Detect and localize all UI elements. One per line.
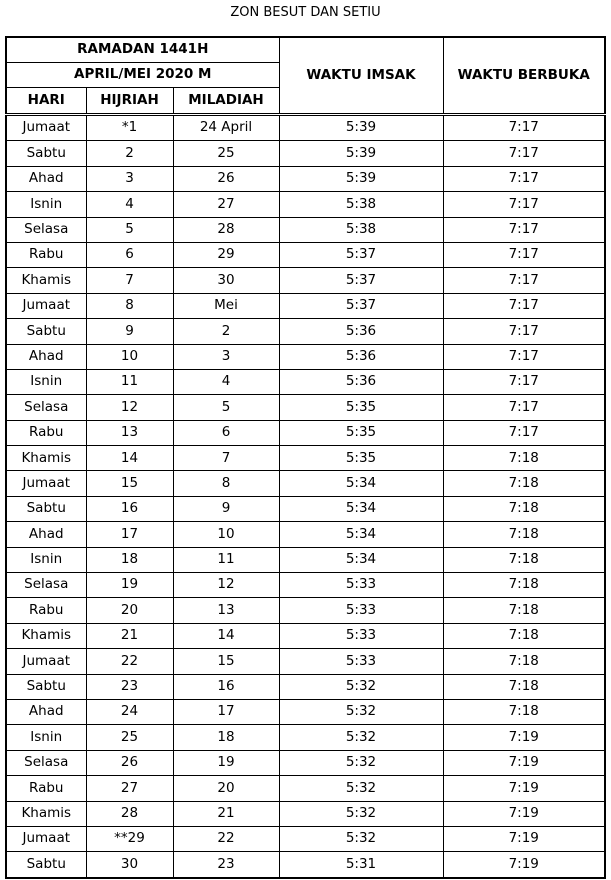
table-row [6, 217, 605, 242]
cell-hijriah: 23 [86, 674, 173, 699]
cell-miladiah: 29 [173, 242, 279, 267]
cell-imsak: 5:31 [279, 852, 443, 878]
cell-berbuka: 7:18 [443, 471, 605, 496]
cell-hijriah: 25 [86, 725, 173, 750]
cell-miladiah: Mei [173, 293, 279, 318]
table-row [6, 776, 605, 801]
cell-hari: Selasa [6, 395, 86, 420]
cell-imsak: 5:37 [279, 293, 443, 318]
table-row [6, 623, 605, 648]
cell-hijriah: 30 [86, 852, 173, 878]
table-row [6, 852, 605, 878]
cell-imsak: 5:39 [279, 166, 443, 191]
cell-berbuka: 7:19 [443, 801, 605, 826]
cell-berbuka: 7:17 [443, 115, 605, 141]
cell-hijriah: 15 [86, 471, 173, 496]
cell-miladiah: 14 [173, 623, 279, 648]
cell-hari: Selasa [6, 573, 86, 598]
table-header [6, 37, 605, 115]
table-row [6, 699, 605, 724]
cell-miladiah: 27 [173, 192, 279, 217]
cell-hari: Jumaat [6, 115, 86, 141]
cell-hijriah: 9 [86, 319, 173, 344]
cell-hari: Sabtu [6, 319, 86, 344]
cell-miladiah: 2 [173, 319, 279, 344]
table-row [6, 446, 605, 471]
table-row [6, 395, 605, 420]
cell-imsak: 5:34 [279, 522, 443, 547]
cell-berbuka: 7:18 [443, 674, 605, 699]
cell-hijriah: 10 [86, 344, 173, 369]
cell-hari: Ahad [6, 522, 86, 547]
cell-miladiah: 5 [173, 395, 279, 420]
cell-miladiah: 9 [173, 496, 279, 521]
header-berbuka: WAKTU BERBUKA [443, 37, 605, 115]
cell-imsak: 5:32 [279, 699, 443, 724]
table-row [6, 293, 605, 318]
cell-berbuka: 7:17 [443, 395, 605, 420]
cell-berbuka: 7:17 [443, 319, 605, 344]
cell-miladiah: 30 [173, 268, 279, 293]
cell-hijriah: 8 [86, 293, 173, 318]
cell-imsak: 5:34 [279, 496, 443, 521]
cell-imsak: 5:34 [279, 547, 443, 572]
table-row [6, 141, 605, 166]
cell-miladiah: 20 [173, 776, 279, 801]
cell-hari: Isnin [6, 369, 86, 394]
cell-imsak: 5:36 [279, 344, 443, 369]
cell-imsak: 5:34 [279, 471, 443, 496]
cell-miladiah: 18 [173, 725, 279, 750]
cell-imsak: 5:38 [279, 217, 443, 242]
cell-imsak: 5:35 [279, 446, 443, 471]
table-row [6, 725, 605, 750]
cell-berbuka: 7:17 [443, 242, 605, 267]
table-row [6, 344, 605, 369]
cell-hijriah: 3 [86, 166, 173, 191]
cell-berbuka: 7:17 [443, 344, 605, 369]
cell-berbuka: 7:17 [443, 268, 605, 293]
cell-hari: Rabu [6, 776, 86, 801]
cell-imsak: 5:33 [279, 649, 443, 674]
table-row [6, 750, 605, 775]
cell-imsak: 5:32 [279, 776, 443, 801]
cell-hari: Rabu [6, 242, 86, 267]
schedule-table [5, 36, 606, 879]
cell-imsak: 5:35 [279, 395, 443, 420]
table-row [6, 471, 605, 496]
cell-hari: Isnin [6, 725, 86, 750]
cell-hijriah: 2 [86, 141, 173, 166]
cell-berbuka: 7:18 [443, 547, 605, 572]
cell-hari: Ahad [6, 344, 86, 369]
cell-berbuka: 7:19 [443, 852, 605, 878]
cell-berbuka: 7:18 [443, 699, 605, 724]
cell-hari: Khamis [6, 801, 86, 826]
cell-imsak: 5:33 [279, 573, 443, 598]
cell-hijriah: 28 [86, 801, 173, 826]
cell-hari: Isnin [6, 192, 86, 217]
cell-berbuka: 7:18 [443, 598, 605, 623]
cell-berbuka: 7:18 [443, 623, 605, 648]
cell-imsak: 5:32 [279, 750, 443, 775]
cell-hari: Jumaat [6, 649, 86, 674]
cell-berbuka: 7:17 [443, 166, 605, 191]
page-title: ZON BESUT DAN SETIU [230, 5, 381, 20]
cell-hijriah: 21 [86, 623, 173, 648]
cell-hijriah: 7 [86, 268, 173, 293]
header-hari: HARI [6, 88, 86, 115]
cell-hijriah: 4 [86, 192, 173, 217]
cell-imsak: 5:32 [279, 801, 443, 826]
cell-berbuka: 7:19 [443, 725, 605, 750]
cell-miladiah: 4 [173, 369, 279, 394]
table-row [6, 649, 605, 674]
cell-hari: Khamis [6, 268, 86, 293]
cell-imsak: 5:37 [279, 242, 443, 267]
cell-hijriah: 22 [86, 649, 173, 674]
cell-miladiah: 15 [173, 649, 279, 674]
cell-hari: Sabtu [6, 496, 86, 521]
cell-imsak: 5:36 [279, 369, 443, 394]
cell-hari: Selasa [6, 750, 86, 775]
cell-hari: Ahad [6, 699, 86, 724]
cell-hijriah: 14 [86, 446, 173, 471]
cell-berbuka: 7:17 [443, 293, 605, 318]
table-row [6, 319, 605, 344]
cell-imsak: 5:39 [279, 141, 443, 166]
header-miladiah: MILADIAH [173, 88, 279, 115]
cell-hijriah: 6 [86, 242, 173, 267]
cell-imsak: 5:32 [279, 725, 443, 750]
table-row [6, 674, 605, 699]
cell-hijriah: 16 [86, 496, 173, 521]
cell-imsak: 5:39 [279, 115, 443, 141]
cell-miladiah: 16 [173, 674, 279, 699]
cell-berbuka: 7:17 [443, 369, 605, 394]
header-month-year: APRIL/MEI 2020 M [6, 63, 279, 88]
table-body [6, 115, 605, 878]
cell-miladiah: 23 [173, 852, 279, 878]
cell-imsak: 5:32 [279, 826, 443, 851]
cell-hari: Khamis [6, 623, 86, 648]
cell-miladiah: 21 [173, 801, 279, 826]
cell-miladiah: 12 [173, 573, 279, 598]
table-row [6, 192, 605, 217]
cell-hijriah: 20 [86, 598, 173, 623]
cell-hari: Rabu [6, 598, 86, 623]
cell-imsak: 5:38 [279, 192, 443, 217]
cell-hari: Khamis [6, 446, 86, 471]
cell-berbuka: 7:17 [443, 141, 605, 166]
cell-berbuka: 7:19 [443, 776, 605, 801]
cell-miladiah: 10 [173, 522, 279, 547]
cell-berbuka: 7:18 [443, 446, 605, 471]
cell-miladiah: 11 [173, 547, 279, 572]
cell-miladiah: 25 [173, 141, 279, 166]
cell-imsak: 5:36 [279, 319, 443, 344]
header-imsak: WAKTU IMSAK [279, 37, 443, 115]
cell-hijriah: 27 [86, 776, 173, 801]
cell-hijriah: 11 [86, 369, 173, 394]
table-row [6, 573, 605, 598]
cell-berbuka: 7:18 [443, 573, 605, 598]
cell-hari: Sabtu [6, 674, 86, 699]
table-row [6, 115, 605, 141]
cell-berbuka: 7:18 [443, 649, 605, 674]
cell-berbuka: 7:18 [443, 522, 605, 547]
table-row [6, 369, 605, 394]
cell-imsak: 5:37 [279, 268, 443, 293]
cell-berbuka: 7:19 [443, 750, 605, 775]
cell-hari: Ahad [6, 166, 86, 191]
cell-hijriah: **29 [86, 826, 173, 851]
header-hijriah: HIJRIAH [86, 88, 173, 115]
cell-berbuka: 7:18 [443, 496, 605, 521]
cell-imsak: 5:33 [279, 598, 443, 623]
cell-hijriah: 19 [86, 573, 173, 598]
cell-hari: Sabtu [6, 141, 86, 166]
cell-hijriah: 26 [86, 750, 173, 775]
cell-imsak: 5:32 [279, 674, 443, 699]
cell-miladiah: 8 [173, 471, 279, 496]
cell-miladiah: 6 [173, 420, 279, 445]
table-row [6, 496, 605, 521]
cell-hari: Jumaat [6, 293, 86, 318]
table-row [6, 801, 605, 826]
table-row [6, 242, 605, 267]
header-ramadan-year: RAMADAN 1441H [6, 37, 279, 63]
table-row [6, 547, 605, 572]
cell-hijriah: 18 [86, 547, 173, 572]
cell-hari: Selasa [6, 217, 86, 242]
cell-hari: Isnin [6, 547, 86, 572]
table-row [6, 166, 605, 191]
table-row [6, 268, 605, 293]
cell-hari: Sabtu [6, 852, 86, 878]
cell-miladiah: 19 [173, 750, 279, 775]
cell-hijriah: 12 [86, 395, 173, 420]
cell-miladiah: 28 [173, 217, 279, 242]
cell-berbuka: 7:19 [443, 826, 605, 851]
cell-miladiah: 22 [173, 826, 279, 851]
cell-miladiah: 24 April [173, 115, 279, 141]
table-row [6, 826, 605, 851]
cell-hijriah: 17 [86, 522, 173, 547]
table-row [6, 420, 605, 445]
cell-berbuka: 7:17 [443, 192, 605, 217]
cell-hijriah: 5 [86, 217, 173, 242]
cell-hari: Jumaat [6, 471, 86, 496]
cell-berbuka: 7:17 [443, 420, 605, 445]
cell-hari: Jumaat [6, 826, 86, 851]
cell-imsak: 5:35 [279, 420, 443, 445]
cell-miladiah: 26 [173, 166, 279, 191]
cell-berbuka: 7:17 [443, 217, 605, 242]
cell-hijriah: *1 [86, 115, 173, 141]
cell-hijriah: 13 [86, 420, 173, 445]
cell-miladiah: 7 [173, 446, 279, 471]
cell-miladiah: 17 [173, 699, 279, 724]
cell-imsak: 5:33 [279, 623, 443, 648]
table-row [6, 598, 605, 623]
table-row [6, 522, 605, 547]
cell-hari: Rabu [6, 420, 86, 445]
cell-miladiah: 13 [173, 598, 279, 623]
cell-miladiah: 3 [173, 344, 279, 369]
cell-hijriah: 24 [86, 699, 173, 724]
